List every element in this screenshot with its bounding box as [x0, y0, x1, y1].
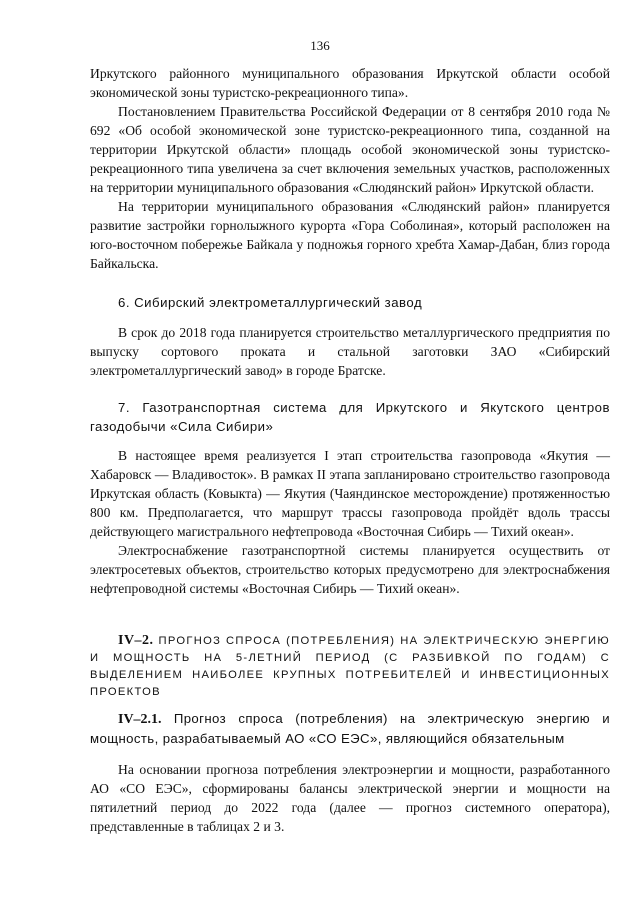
chapter-title: ПРОГНОЗ СПРОСА (ПОТРЕБЛЕНИЯ) НА ЭЛЕКТРИЧЕСКУЮ ЭНЕРГИЮ И МОЩНОСТЬ НА 5-ЛЕТНИЙ ПЕРИОД (С РАЗБИВКОЙ ПО ГОДАМ) С ВЫДЕЛЕНИЕМ НАИБОЛЕЕ КРУПНЫХ ПОТРЕБИТЕЛЕЙ И ИНВЕСТИЦИОННЫХ ПРОЕКТОВ — [90, 635, 610, 698]
chapter-number: IV–2. — [118, 633, 154, 648]
paragraph-metallurgy: В срок до 2018 года планируется строительство металлургического предприятия по выпуску сортового проката и стальной заготовки ЗАО «Сибирский электрометаллургический завод» в городе Братске. — [90, 325, 610, 378]
subsection-number: IV–2.1. — [118, 712, 162, 727]
paragraph-ski-resort: На территории муниципального образования «Слюдянский район» планируется развитие застройки горнолыжного курорта «Гора Соболиная», который расположен на юго-восточном побережье Байкала у подножья горного хребта Хамар-Дабан, близ города Байкальска. — [90, 199, 610, 271]
chapter-heading — [90, 632, 610, 701]
page-number: 136 — [310, 38, 330, 53]
paragraph-power-supply: Электроснабжение газотранспортной системы планируется осуществить от электросетевых объектов, строительство которых предусмотрено для электроснабжения нефтепроводной системы «Восточная Сибирь — Тихий океан». — [90, 543, 610, 596]
subsection-title: Прогноз спроса (потребления) на электрическую энергию и мощность, разрабатываемый АО «СО ЕЭС», являющийся обязательным — [90, 711, 610, 746]
paragraph-gas-pipeline: В настоящее время реализуется I этап строительства газопровода «Якутия — Хабаровск — Владивосток». В рамках II этапа запланировано строительство газопровода Иркутская область (Ковыкта) — Якутия (Чаяндинское месторождение) протяженностью 800 км. Предполагается, что маршрут трассы газопровода пройдёт вдоль трассы действующего магистрального нефтепровода «Восточная Сибирь — Тихий океан». — [90, 448, 610, 539]
section-heading-7: 7. Газотранспортная система для Иркутского и Якутского центров газодобычи «Сила Сибири» — [90, 400, 610, 434]
document-body — [90, 60, 610, 836]
section-heading-6: 6. Сибирский электрометаллургический завод — [118, 295, 423, 310]
paragraph-decree: Постановлением Правительства Российской Федерации от 8 сентября 2010 года № 692 «Об особой экономической зоне туристско-рекреационного типа, созданной на территории Иркутской области» площадь особой экономической зоны туристско-рекреационного типа увеличена за счет включения земельных участков, расположенных на территории муниципального образования «Слюдянский район» Иркутской области. — [90, 104, 610, 195]
paragraph-forecast: На основании прогноза потребления электроэнергии и мощности, разработанного АО «СО ЕЭС», сформированы балансы электрической энергии и мощности на пятилетний период до 2022 года (далее — прогноз системного оператора), представленные в таблицах 2 и 3. — [90, 762, 610, 834]
subsection-heading — [90, 709, 610, 748]
paragraph-intro: Иркутского районного муниципального образования Иркутской области особой экономической зоны туристско-рекреационного типа». — [90, 66, 610, 100]
